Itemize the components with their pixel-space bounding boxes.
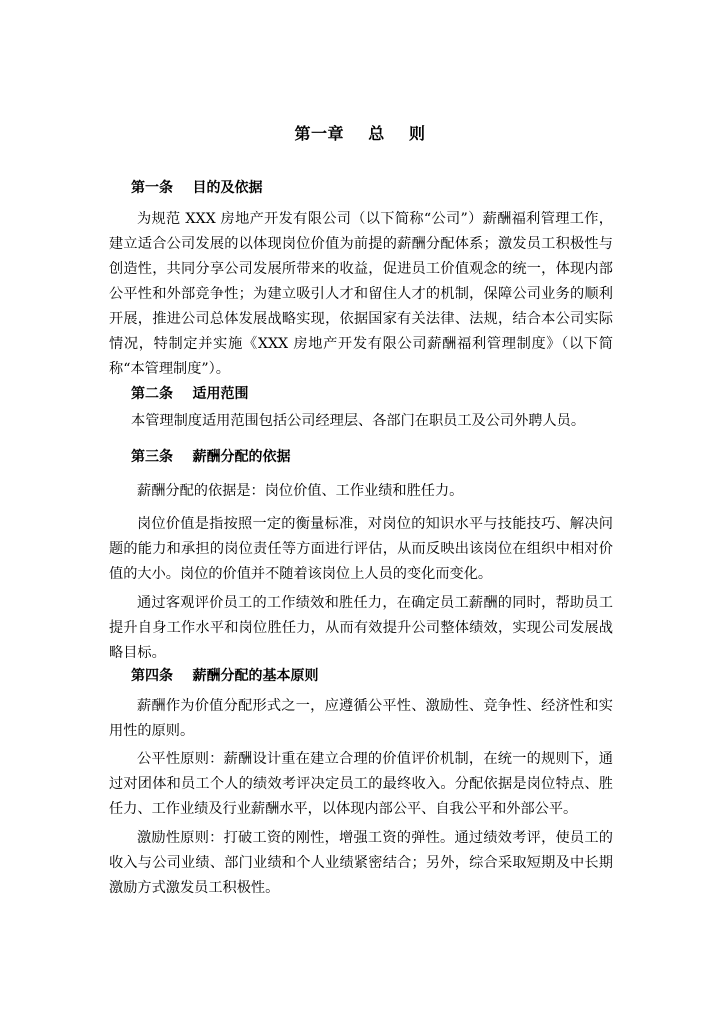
article-4-paragraph-2: 公平性原则：薪酬设计重在建立合理的价值评价机制，在统一的规则下，通过对团体和员工个人的绩效考评决定员工的最终收入。分配依据是岗位特点、胜任力、工作业绩及行业薪酬水平，以体现内部公平、自我公平和外部公平。 — [109, 751, 613, 817]
article-1-paragraph-1: 为规范 XXX 房地产开发有限公司（以下简称“公司”）薪酬福利管理工作，建立适合公司发展的以体现岗位价值为前提的薪酬分配体系；激发员工积极性与创造性，共同分享公司发展所带来的收益，促进员工价值观念的统一，体现内部公平性和外部竞争性；为建立吸引人才和留住人才的机制，保障公司业务的顺利开展，推进公司总体发展战略实现，依据国家有关法律、法规，结合本公司实际情况，特制定并实施《XXX 房地产开发有限公司薪酬福利管理制度》（以下简称“本管理制度”）。 — [109, 211, 613, 377]
article-4-paragraph-1: 薪酬作为价值分配形式之一，应遵循公平性、激励性、竞争性、经济性和实用性的原则。 — [109, 698, 613, 739]
article-3-paragraph-2: 岗位价值是指按照一定的衡量标准，对岗位的知识水平与技能技巧、解决问题的能力和承担的岗位责任等方面进行评估，从而反映出该岗位在组织中相对价值的大小。岗位的价值并不随着该岗位上人员的变化而变化。 — [109, 516, 613, 582]
article-1-heading: 第一条 目的及依据 — [131, 180, 263, 196]
article-3-paragraph-3: 通过客观评价员工的工作绩效和胜任力，在确定员工薪酬的同时，帮助员工提升自身工作水平和岗位胜任力，从而有效提升公司整体绩效，实现公司发展战略目标。 — [109, 595, 613, 661]
article-4-heading: 第四条 薪酬分配的基本原则 — [131, 668, 319, 684]
article-4-paragraph-3: 激励性原则：打破工资的刚性，增强工资的弹性。通过绩效考评，使员工的收入与公司业绩、部门业绩和个人业绩紧密结合；另外，综合采取短期及中长期激励方式激发员工积极性。 — [109, 830, 613, 896]
chapter-title: 第一章 总 则 — [294, 124, 426, 143]
article-3-paragraph-1: 薪酬分配的依据是：岗位价值、工作业绩和胜任力。 — [137, 483, 464, 499]
article-3-heading: 第三条 薪酬分配的依据 — [131, 449, 291, 465]
article-2-heading: 第二条 适用范围 — [131, 386, 249, 402]
article-2-paragraph-1: 本管理制度适用范围包括公司经理层、各部门在职员工及公司外聘人员。 — [131, 413, 586, 429]
